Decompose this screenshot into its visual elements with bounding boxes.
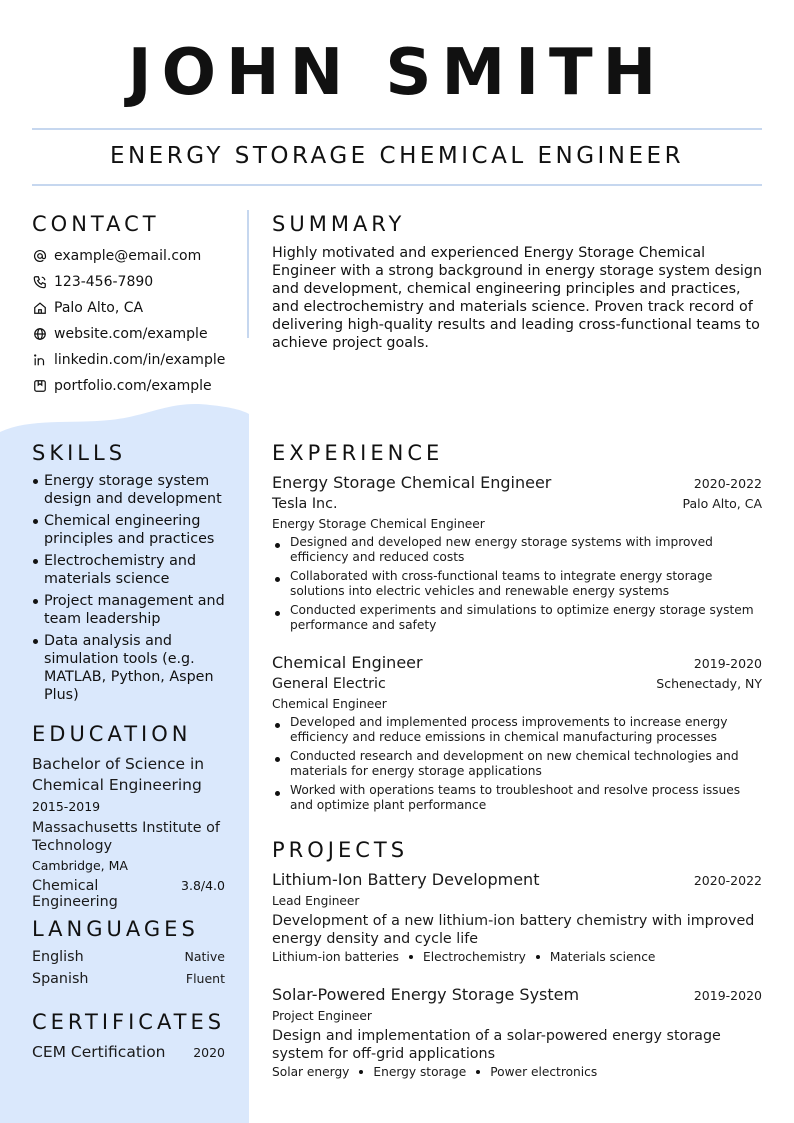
job-location: Palo Alto, CA bbox=[682, 496, 762, 511]
contact-phone-text: 123-456-7890 bbox=[54, 274, 154, 290]
project-tag: Electrochemistry bbox=[423, 950, 526, 964]
tag-separator bbox=[409, 955, 413, 959]
job-bullet: Conducted research and development on new chemical technologies and materials for energy storage applications bbox=[272, 749, 762, 779]
job-bullet: Designed and developed new energy storage systems with improved efficiency and reduced costs bbox=[272, 535, 762, 565]
project-tag: Solar energy bbox=[272, 1065, 350, 1079]
language-level: Native bbox=[184, 949, 225, 964]
education-dates: 2015-2019 bbox=[32, 799, 101, 814]
contact-location-text: Palo Alto, CA bbox=[54, 300, 144, 316]
contact-list bbox=[32, 243, 244, 399]
linkedin-icon bbox=[32, 352, 48, 368]
language-row bbox=[32, 971, 225, 987]
job-bullet: Worked with operations teams to troubleshoot and resolve process issues and optimize plant performance bbox=[272, 783, 762, 813]
skill-item: Data analysis and simulation tools (e.g. MATLAB, Python, Aspen Plus) bbox=[32, 632, 232, 704]
summary-text: Highly motivated and experienced Energy Storage Chemical Engineer with a strong background in energy storage system design and development, chemical engineering principles and practices, and electrochemistry and materials science. Proven track record of delivering high-quality results and leading cross-functional teams to achieve project goals. bbox=[272, 245, 763, 351]
skill-item: Project management and team leadership bbox=[32, 592, 232, 628]
certificate-name: CEM Certification bbox=[32, 1043, 166, 1061]
skill-item: Chemical engineering principles and practices bbox=[32, 512, 232, 548]
job-location: Schenectady, NY bbox=[656, 676, 762, 691]
education-degree: Bachelor of Science in Chemical Engineering bbox=[32, 755, 205, 794]
job-bullet: Collaborated with cross-functional teams to integrate energy storage solutions into electric vehicles and renewable energy systems bbox=[272, 569, 762, 599]
project-dates: 2020-2022 bbox=[693, 873, 762, 888]
education-gpa: 3.8/4.0 bbox=[181, 878, 225, 893]
contact-linkedin[interactable] bbox=[32, 347, 244, 373]
language-level: Fluent bbox=[185, 971, 225, 986]
tag-separator bbox=[476, 1070, 480, 1074]
education-field: Chemical Engineering bbox=[32, 878, 118, 910]
project-description: Design and implementation of a solar-powered energy storage system for off-grid applications bbox=[272, 1028, 721, 1062]
job-bullet: Developed and implemented process improvements to increase energy efficiency and reduce emissions in chemical manufacturing processes bbox=[272, 715, 762, 745]
language-row bbox=[32, 949, 225, 965]
project-tag: Energy storage bbox=[373, 1065, 467, 1079]
portfolio-icon bbox=[32, 378, 48, 394]
language-name: Spanish bbox=[32, 971, 89, 987]
at-icon bbox=[32, 248, 48, 264]
job-role-title: ENERGY STORAGE CHEMICAL ENGINEER bbox=[109, 143, 685, 169]
language-name: English bbox=[32, 949, 84, 965]
home-icon bbox=[32, 300, 48, 316]
header-top-rule bbox=[32, 128, 762, 130]
experience-entry bbox=[272, 652, 762, 817]
tag-separator bbox=[536, 955, 540, 959]
job-bullets bbox=[272, 715, 762, 813]
candidate-name: JOHN SMITH bbox=[127, 36, 667, 110]
project-title: Lithium-Ion Battery Development bbox=[272, 870, 540, 889]
job-dates: 2020-2022 bbox=[693, 476, 762, 491]
header-bottom-rule bbox=[32, 184, 762, 186]
globe-icon bbox=[32, 326, 48, 342]
job-dates: 2019-2020 bbox=[693, 656, 762, 671]
project-tag: Lithium-ion batteries bbox=[272, 950, 400, 964]
job-title: Chemical Engineer bbox=[272, 653, 423, 672]
project-role: Lead Engineer bbox=[272, 894, 360, 908]
certificates-heading: CERTIFICATES bbox=[32, 1010, 226, 1034]
experience-entry bbox=[272, 472, 762, 637]
project-entry bbox=[272, 869, 762, 964]
skill-item: Energy storage system design and development bbox=[32, 472, 232, 508]
education-location: Cambridge, MA bbox=[32, 858, 128, 873]
education-heading: EDUCATION bbox=[32, 722, 192, 746]
job-bullet: Conducted experiments and simulations to optimize energy storage system performance and safety bbox=[272, 603, 762, 633]
education-field-row bbox=[32, 878, 225, 910]
contact-portfolio-text: portfolio.com/example bbox=[54, 378, 212, 394]
job-company: General Electric bbox=[272, 676, 386, 692]
contact-heading: CONTACT bbox=[32, 212, 160, 236]
skills-list bbox=[32, 472, 232, 708]
certificate-row bbox=[32, 1043, 225, 1061]
column-divider bbox=[247, 210, 249, 338]
job-title: Energy Storage Chemical Engineer bbox=[272, 473, 552, 492]
job-subtitle: Energy Storage Chemical Engineer bbox=[272, 517, 485, 531]
project-title: Solar-Powered Energy Storage System bbox=[272, 985, 580, 1004]
languages-heading: LANGUAGES bbox=[32, 917, 199, 941]
contact-location bbox=[32, 295, 244, 321]
skill-item: Electrochemistry and materials science bbox=[32, 552, 232, 588]
skills-heading: SKILLS bbox=[32, 441, 127, 465]
contact-portfolio[interactable] bbox=[32, 373, 244, 399]
project-tags bbox=[272, 1065, 762, 1079]
contact-website[interactable] bbox=[32, 321, 244, 347]
project-tag: Power electronics bbox=[490, 1065, 598, 1079]
project-description: Development of a new lithium-ion battery chemistry with improved energy density and cycle life bbox=[272, 913, 755, 947]
contact-phone[interactable] bbox=[32, 269, 244, 295]
phone-icon bbox=[32, 274, 48, 290]
project-tag: Materials science bbox=[549, 950, 656, 964]
job-company: Tesla Inc. bbox=[272, 496, 338, 512]
contact-linkedin-text: linkedin.com/in/example bbox=[54, 352, 226, 368]
education-school: Massachusetts Institute of Technology bbox=[32, 820, 220, 854]
certificate-year: 2020 bbox=[193, 1045, 225, 1060]
job-bullets bbox=[272, 535, 762, 633]
project-tags bbox=[272, 950, 762, 964]
tag-separator bbox=[359, 1070, 363, 1074]
experience-heading: EXPERIENCE bbox=[272, 441, 444, 465]
project-role: Project Engineer bbox=[272, 1009, 372, 1023]
contact-email[interactable] bbox=[32, 243, 244, 269]
contact-email-text: example@email.com bbox=[54, 248, 202, 264]
summary-heading: SUMMARY bbox=[272, 212, 406, 236]
project-entry bbox=[272, 984, 762, 1079]
job-subtitle: Chemical Engineer bbox=[272, 697, 387, 711]
project-dates: 2019-2020 bbox=[693, 988, 762, 1003]
projects-heading: PROJECTS bbox=[272, 838, 409, 862]
contact-website-text: website.com/example bbox=[54, 326, 208, 342]
